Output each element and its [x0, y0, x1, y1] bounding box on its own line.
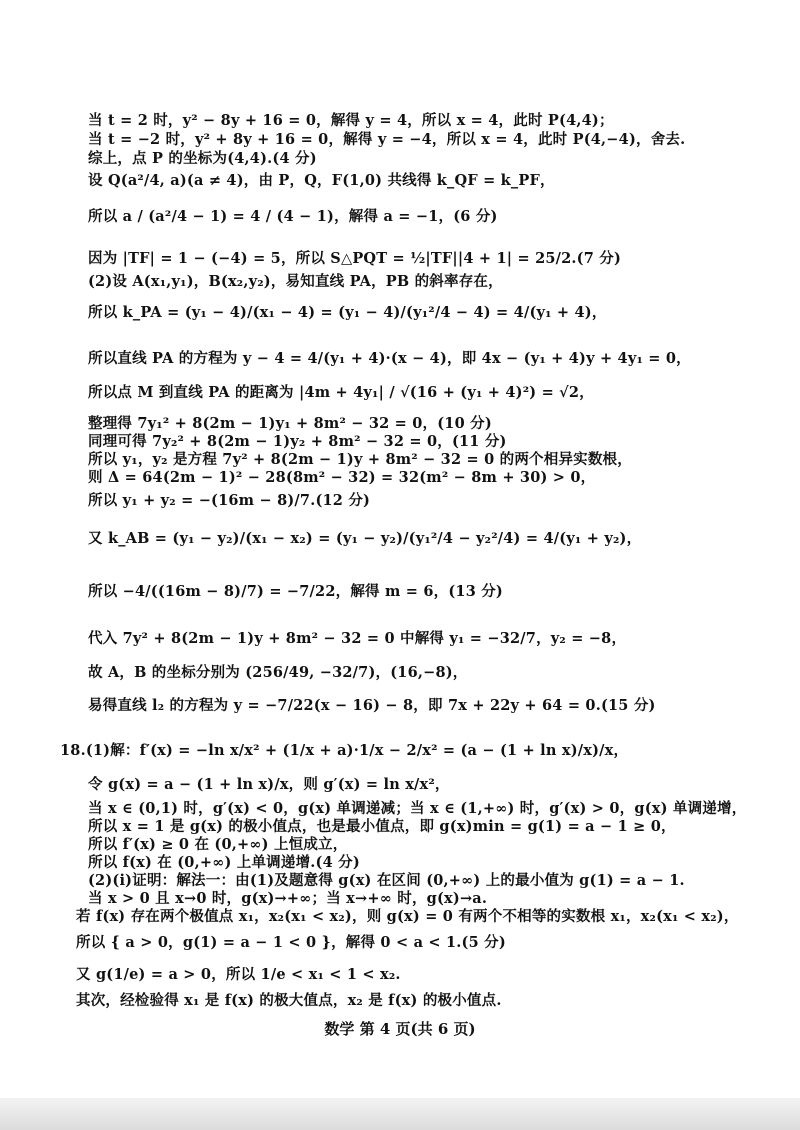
text-line: 所以直线 PA 的方程为 y − 4 = 4/(y₁ + 4)·(x − 4)，即 4x − (y₁ + 4)y + 4y₁ = 0， [88, 350, 691, 367]
text-line: 综上，点 P 的坐标为(4,4).(4 分) [88, 150, 317, 167]
text-line: 所以 { a > 0，g(1) = a − 1 < 0 }，解得 0 < a < 1.(5 分) [76, 934, 506, 951]
text-line: 所以 y₁，y₂ 是方程 7y² + 8(2m − 1)y + 8m² − 32 = 0 的两个相异实数根， [88, 451, 632, 468]
text-line: 代入 7y² + 8(2m − 1)y + 8m² − 32 = 0 中解得 y₁ = −32/7，y₂ = −8， [88, 630, 627, 647]
text-line: (2)设 A(x₁,y₁)，B(x₂,y₂)，易知直线 PA，PB 的斜率存在， [88, 273, 503, 290]
text-line: 所以 x = 1 是 g(x) 的极小值点，也是最小值点，即 g(x)min = g(1) = a − 1 ≥ 0， [88, 818, 676, 835]
text-line: 同理可得 7y₂² + 8(2m − 1)y₂ + 8m² − 32 = 0，(11 分) [88, 433, 507, 450]
text-line: 所以 y₁ + y₂ = −(16m − 8)/7.(12 分) [88, 492, 371, 509]
text-line: 所以点 M 到直线 PA 的距离为 |4m + 4y₁| / √(16 + (y₁ + 4)²) = √2， [88, 384, 594, 401]
text-line: 设 Q(a²/4, a)(a ≠ 4)，由 P，Q，F(1,0) 共线得 k_QF = k_PF， [88, 172, 555, 189]
text-line: 当 x > 0 且 x→0 时，g(x)→+∞；当 x→+∞ 时，g(x)→a. [88, 890, 488, 907]
text-line: 所以 f(x) 在 (0,+∞) 上单调递增.(4 分) [88, 854, 360, 871]
text-line: 则 Δ = 64(2m − 1)² − 28(8m² − 32) = 32(m² − 8m + 30) > 0， [88, 469, 596, 486]
text-line: 若 f(x) 存在两个极值点 x₁，x₂(x₁ < x₂)，则 g(x) = 0 有两个不相等的实数根 x₁，x₂(x₁ < x₂)， [76, 908, 739, 925]
text-line: 整理得 7y₁² + 8(2m − 1)y₁ + 8m² − 32 = 0，(10 分) [88, 415, 492, 432]
text-line: 18.(1)解：f′(x) = −ln x/x² + (1/x + a)·1/x − 2/x² = (a − (1 + ln x)/x)/x， [60, 742, 629, 759]
text-line: 易得直线 l₂ 的方程为 y = −7/22(x − 16) − 8，即 7x + 22y + 64 = 0.(15 分) [88, 697, 656, 714]
text-line: 所以 −4/((16m − 8)/7) = −7/22，解得 m = 6，(13 分) [88, 583, 503, 600]
text-line: 当 t = −2 时，y² + 8y + 16 = 0，解得 y = −4，所以 x = 4，此时 P(4,−4)，舍去. [88, 131, 686, 148]
text-line: 其次，经检验得 x₁ 是 f(x) 的极大值点，x₂ 是 f(x) 的极小值点. [76, 992, 502, 1009]
text-line: 所以 f′(x) ≥ 0 在 (0,+∞) 上恒成立， [88, 836, 348, 853]
text-line: 所以 k_PA = (y₁ − 4)/(x₁ − 4) = (y₁ − 4)/(y₁²/4 − 4) = 4/(y₁ + 4)， [88, 304, 607, 321]
scan-edge [0, 1098, 800, 1130]
text-line: 当 x ∈ (0,1) 时，g′(x) < 0，g(x) 单调递减；当 x ∈ (1,+∞) 时，g′(x) > 0，g(x) 单调递增， [88, 800, 747, 817]
text-line: 又 k_AB = (y₁ − y₂)/(x₁ − x₂) = (y₁ − y₂)/(y₁²/4 − y₂²/4) = 4/(y₁ + y₂)， [88, 530, 642, 547]
text-line: 当 t = 2 时，y² − 8y + 16 = 0，解得 y = 4，所以 x = 4，此时 P(4,4)； [88, 112, 614, 129]
text-line: 因为 |TF| = 1 − (−4) = 5，所以 S△PQT = ½|TF||4 + 1| = 25/2.(7 分) [88, 250, 622, 267]
text-line: (2)(i)证明：解法一：由(1)及题意得 g(x) 在区间 (0,+∞) 上的最小值为 g(1) = a − 1. [88, 872, 685, 889]
page-footer: 数学 第 4 页(共 6 页) [324, 1020, 476, 1038]
text-line: 所以 a / (a²/4 − 1) = 4 / (4 − 1)，解得 a = −1，(6 分) [88, 208, 498, 225]
text-line: 故 A，B 的坐标分别为 (256/49, −32/7)，(16,−8)， [88, 664, 468, 681]
text-line: 令 g(x) = a − (1 + ln x)/x，则 g′(x) = ln x/x²， [88, 776, 450, 793]
text-line: 又 g(1/e) = a > 0，所以 1/e < x₁ < 1 < x₂. [76, 966, 401, 983]
